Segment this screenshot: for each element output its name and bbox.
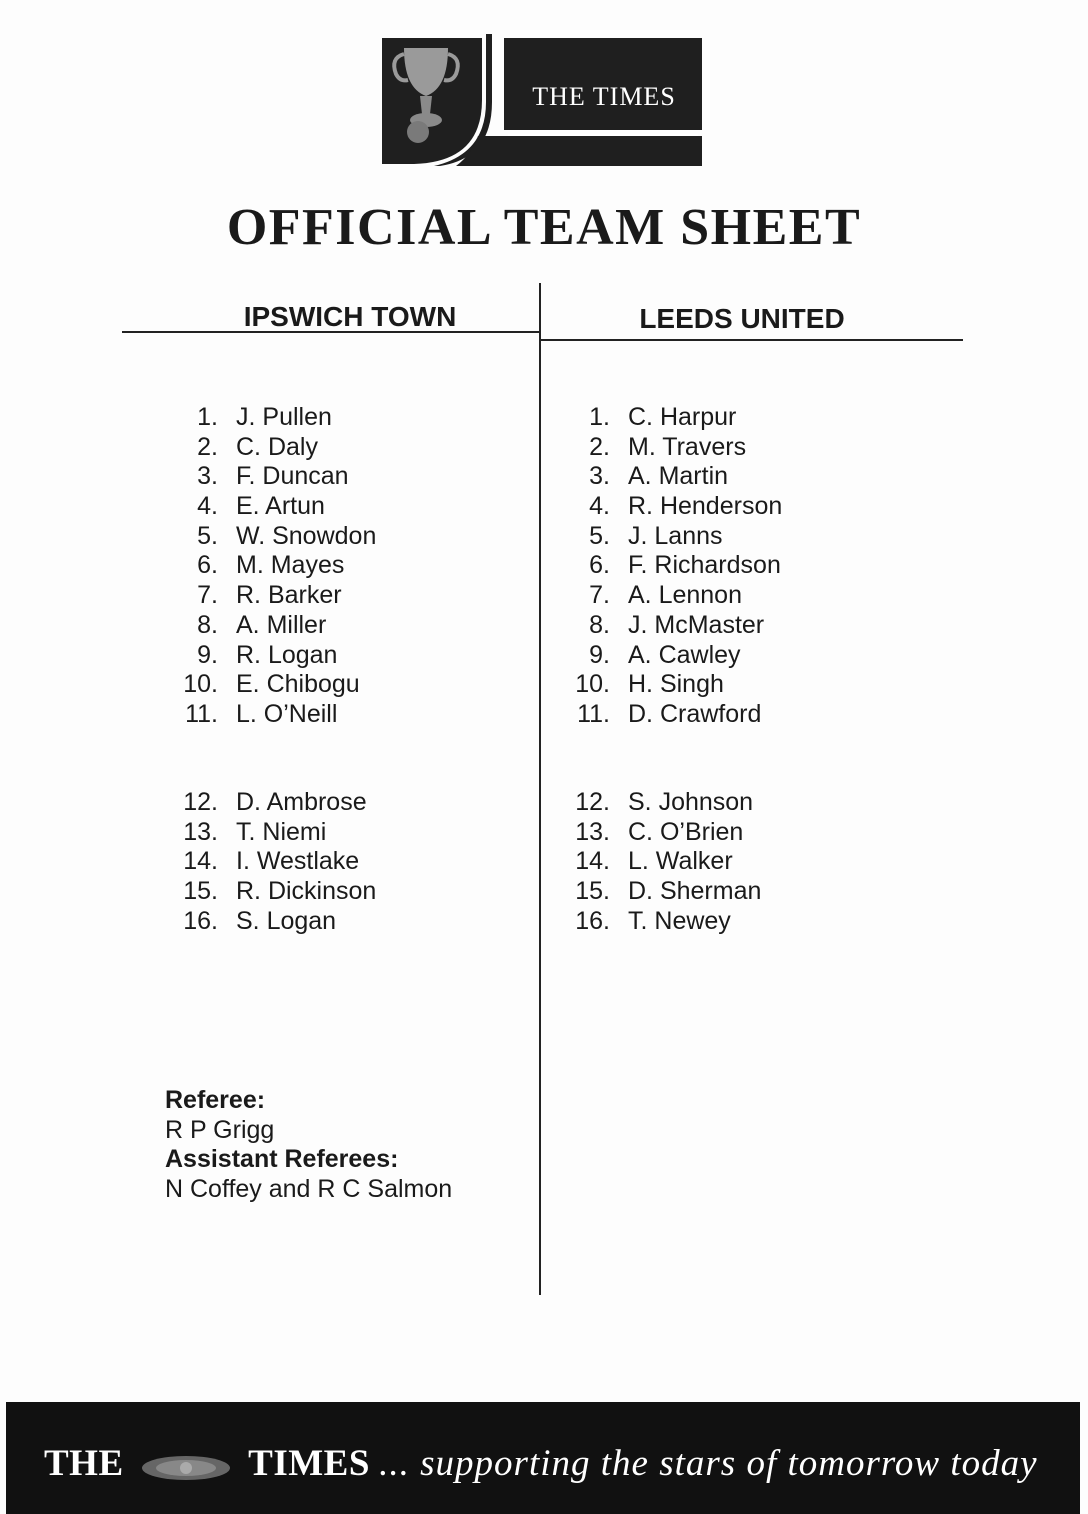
player-name: L. Walker <box>628 847 733 876</box>
player-name: A. Lennon <box>628 581 742 610</box>
shirt-number: 1. <box>589 403 610 431</box>
list-item <box>180 433 376 463</box>
list-item <box>572 847 761 877</box>
footer-slogan <box>44 1442 1038 1485</box>
shirt-number: 13. <box>183 817 218 846</box>
assistant-referees-label: Assistant Referees: <box>165 1145 399 1174</box>
shirt-number: 16. <box>183 906 218 935</box>
shirt-number: 2. <box>589 432 610 461</box>
player-name: C. Daly <box>236 432 318 461</box>
referee-label: Referee: <box>165 1086 266 1114</box>
list-item <box>572 611 782 641</box>
list-item <box>180 907 376 937</box>
player-name: F. Duncan <box>236 462 349 491</box>
player-name: F. Richardson <box>628 551 781 580</box>
player-name: W. Snowdon <box>236 521 377 550</box>
list-item <box>572 877 761 907</box>
list-item <box>572 492 782 522</box>
shirt-number: 1. <box>197 403 218 431</box>
list-item <box>180 641 376 671</box>
player-name: J. Lanns <box>628 521 723 550</box>
shirt-number: 13. <box>575 817 610 846</box>
footer-tagline: ... supporting the stars of tomorrow today <box>379 1443 1038 1484</box>
shirt-number: 15. <box>183 877 218 906</box>
shirt-number: 16. <box>575 906 610 935</box>
shirt-number: 10. <box>575 670 610 699</box>
list-item <box>180 847 376 877</box>
shirt-number: 14. <box>183 847 218 876</box>
away-team-name: LEEDS UNITED <box>639 303 845 334</box>
match-officials <box>165 1086 452 1205</box>
player-name: T. Newey <box>628 906 731 935</box>
column-divider <box>539 283 541 1295</box>
player-name: M. Travers <box>628 432 747 461</box>
list-item <box>180 670 376 700</box>
player-name: D. Crawford <box>628 699 762 728</box>
list-item <box>572 641 782 671</box>
away-substitutes-list <box>572 788 761 936</box>
list-item <box>180 700 376 730</box>
list-item <box>180 462 376 492</box>
list-item <box>180 788 376 818</box>
player-name: R. Henderson <box>628 492 783 521</box>
home-team-name: IPSWICH TOWN <box>243 301 457 332</box>
shirt-number: 15. <box>575 877 610 906</box>
player-name: A. Martin <box>628 462 729 491</box>
shirt-number: 11. <box>185 699 218 728</box>
list-item <box>180 581 376 611</box>
shirt-number: 10. <box>183 670 218 699</box>
player-name: M. Mayes <box>236 551 345 580</box>
shirt-number: 6. <box>589 551 610 580</box>
footer-brand-right: TIMES <box>248 1443 370 1484</box>
player-name: R. Logan <box>236 640 338 669</box>
player-name: I. Westlake <box>236 847 360 876</box>
list-item <box>180 492 376 522</box>
list-item <box>572 462 782 492</box>
player-name: C. O’Brien <box>628 817 744 846</box>
player-name: T. Niemi <box>236 817 327 846</box>
shirt-number: 11. <box>577 699 610 728</box>
player-name: D. Ambrose <box>236 788 367 816</box>
home-starting-list <box>180 403 376 730</box>
away-starting-list <box>572 403 782 730</box>
page-title: OFFICIAL TEAM SHEET <box>226 199 862 256</box>
list-item <box>572 907 761 937</box>
list-item <box>572 700 782 730</box>
list-item <box>572 403 782 433</box>
player-name: R. Barker <box>236 581 342 610</box>
shirt-number: 7. <box>589 581 610 610</box>
list-item <box>180 611 376 641</box>
shirt-number: 14. <box>575 847 610 876</box>
shirt-number: 7. <box>197 581 218 610</box>
times-trophy-logo <box>382 30 704 170</box>
shirt-number: 4. <box>197 492 218 521</box>
shirt-number: 9. <box>589 640 610 669</box>
shirt-number: 3. <box>197 462 218 491</box>
player-name: L. O’Neill <box>236 699 338 728</box>
player-name: E. Chibogu <box>236 670 360 699</box>
list-item <box>572 788 761 818</box>
shirt-number: 4. <box>589 492 610 521</box>
shirt-number: 5. <box>197 521 218 550</box>
referee-name: R P Grigg <box>165 1115 275 1144</box>
footer-banner <box>6 1402 1080 1514</box>
shirt-number: 8. <box>589 610 610 639</box>
list-item <box>572 818 761 848</box>
player-name: S. Johnson <box>628 788 754 816</box>
shirt-number: 2. <box>197 432 218 461</box>
list-item <box>180 818 376 848</box>
list-item <box>572 433 782 463</box>
player-name: S. Logan <box>236 906 337 935</box>
right-header-rule <box>541 339 963 341</box>
list-item <box>572 522 782 552</box>
list-item <box>572 581 782 611</box>
home-substitutes-list <box>180 788 376 936</box>
shirt-number: 6. <box>197 551 218 580</box>
player-name: J. Pullen <box>236 403 332 431</box>
player-name: J. McMaster <box>628 610 765 639</box>
player-name: A. Miller <box>236 610 327 639</box>
assistant-referees-names: N Coffey and R C Salmon <box>165 1175 453 1204</box>
player-name: D. Sherman <box>628 877 762 906</box>
logo-wordmark: THE TIMES <box>532 82 676 111</box>
list-item <box>572 551 782 581</box>
crest-icon <box>133 1451 239 1483</box>
shirt-number: 5. <box>589 521 610 550</box>
shirt-number: 9. <box>197 640 218 669</box>
shirt-number: 12. <box>575 788 610 816</box>
player-name: A. Cawley <box>628 640 741 669</box>
list-item <box>180 877 376 907</box>
shirt-number: 8. <box>197 610 218 639</box>
footer-brand-left: THE <box>44 1443 124 1484</box>
player-name: R. Dickinson <box>236 877 377 906</box>
list-item <box>180 403 376 433</box>
player-name: E. Artun <box>236 492 325 521</box>
shirt-number: 3. <box>589 462 610 491</box>
player-name: C. Harpur <box>628 403 737 431</box>
list-item <box>572 670 782 700</box>
player-name: H. Singh <box>628 670 724 699</box>
list-item <box>180 551 376 581</box>
shirt-number: 12. <box>183 788 218 816</box>
list-item <box>180 522 376 552</box>
